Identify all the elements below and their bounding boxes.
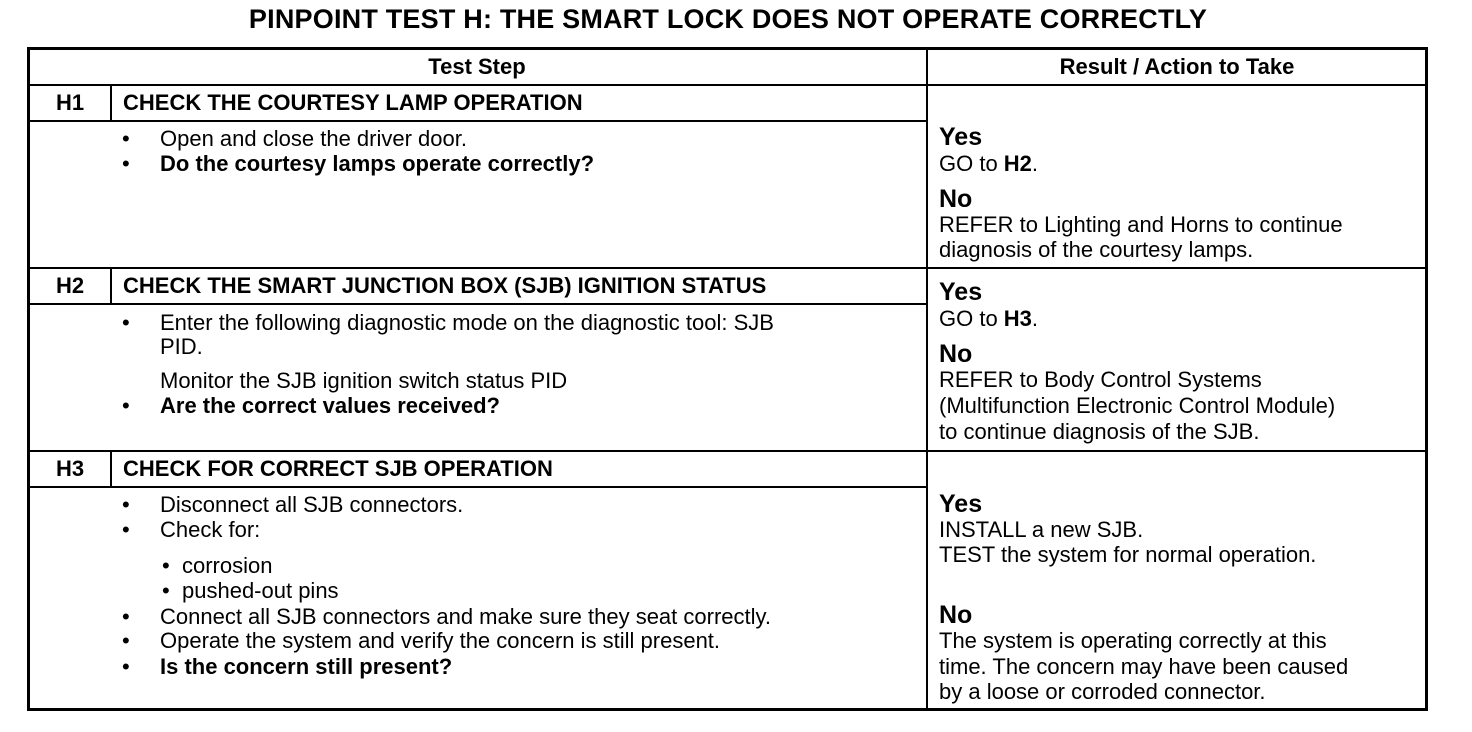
result-no-line: The system is operating correctly at this [939,628,1327,653]
step-question: Are the correct values received? [160,393,500,418]
result-no-line: to continue diagnosis of the SJB. [939,419,1260,444]
step-item: Disconnect all SJB connectors. [160,492,464,517]
yes-label: Yes [939,123,983,151]
step-subitem: pushed-out pins [182,578,339,603]
bullet: • [122,517,130,542]
step-id-h1: H1 [55,90,85,115]
result-yes-line: TEST the system for normal operation. [939,542,1317,567]
page-title: PINPOINT TEST H: THE SMART LOCK DOES NOT OPERATE CORRECTLY [248,4,1208,34]
result-yes-line: INSTALL a new SJB. [939,517,1144,542]
step-id-h2: H2 [55,273,85,298]
h1-row-line [27,267,1428,269]
bullet: • [122,654,130,679]
bullet: • [122,628,130,653]
step-id-h3: H3 [55,456,85,481]
step-item: Enter the following diagnostic mode on the diagnostic tool: SJB [160,310,774,335]
step-reference: H2 [1003,151,1032,176]
result-yes-action: GO to H3. [939,306,1039,331]
bullet: • [122,310,130,335]
step-item: Open and close the driver door. [160,126,467,151]
h2-heading-line [27,303,927,305]
header-test-step: Test Step [428,54,526,79]
bullet: • [122,604,130,629]
header-bottom-line [27,84,1428,86]
id-divider-h3 [110,451,112,487]
result-no-line: by a loose or corroded connector. [939,679,1266,704]
step-heading-h1: CHECK THE COURTESY LAMP OPERATION [123,90,583,115]
sub-bullet: • [162,578,170,603]
no-label: No [939,185,973,213]
step-item: Operate the system and verify the concern is still present. [160,628,721,653]
result-no-line: diagnosis of the courtesy lamps. [939,237,1254,262]
step-item: Check for: [160,517,261,542]
bullet: • [122,151,130,176]
h1-heading-line [27,120,927,122]
h2-row-line [27,450,1428,452]
header-result: Result / Action to Take [1059,54,1295,79]
step-item: PID. [160,334,203,359]
step-heading-h3: CHECK FOR CORRECT SJB OPERATION [123,456,553,481]
h3-heading-line [27,486,927,488]
bullet: • [122,492,130,517]
step-heading-h2: CHECK THE SMART JUNCTION BOX (SJB) IGNITION STATUS [123,273,767,298]
result-yes-action: GO to H2. [939,151,1039,176]
result-no-line: time. The concern may have been caused [939,654,1349,679]
step-question: Is the concern still present? [160,654,453,679]
step-item: Connect all SJB connectors and make sure they seat correctly. [160,604,771,629]
yes-label: Yes [939,278,983,306]
bullet: • [122,126,130,151]
id-divider-h1 [110,85,112,121]
result-no-line: REFER to Body Control Systems [939,367,1262,392]
bullet: • [122,393,130,418]
id-divider-h2 [110,268,112,304]
step-item: Monitor the SJB ignition switch status PID [160,368,568,393]
no-label: No [939,340,973,368]
step-question: Do the courtesy lamps operate correctly? [160,151,595,176]
column-divider [926,47,928,711]
result-no-line: REFER to Lighting and Horns to continue [939,212,1343,237]
yes-label: Yes [939,490,983,518]
sub-bullet: • [162,553,170,578]
step-subitem: corrosion [182,553,273,578]
no-label: No [939,601,973,629]
step-reference: H3 [1003,306,1032,331]
result-no-line: (Multifunction Electronic Control Module) [939,393,1336,418]
